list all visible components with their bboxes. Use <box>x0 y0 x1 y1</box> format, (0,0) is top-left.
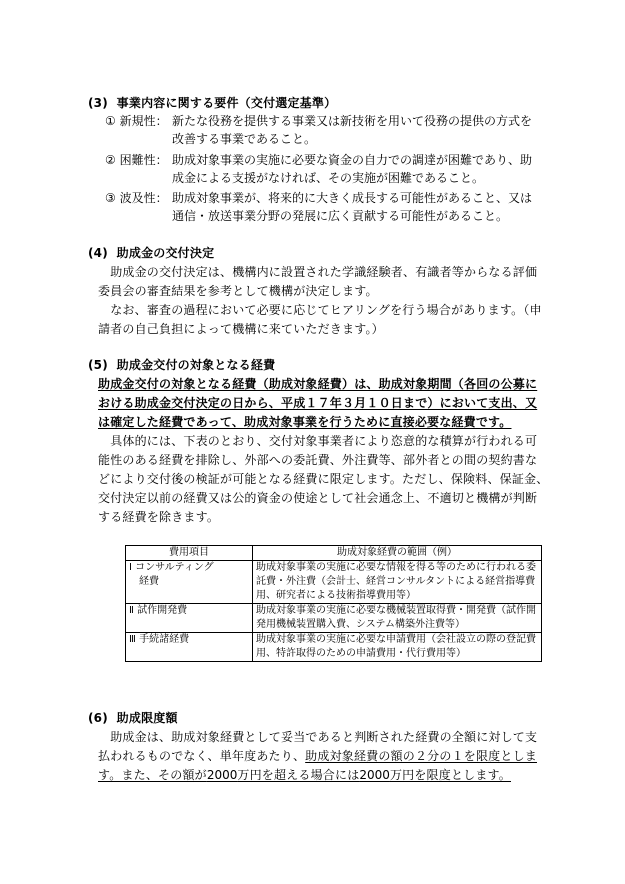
eligible-expenses-table <box>125 545 542 662</box>
table-cell-scope: 助成対象事業の実施に必要な申請費用（会社設立の際の登記費用、特許取得のための申請費用・代行費用等） <box>253 633 542 662</box>
criteria-label: ① 新規性： <box>105 114 168 128</box>
section-3-heading: (3) 事業内容に関する要件（交付選定基準） <box>88 96 337 110</box>
amount-number: 2000 <box>359 768 390 782</box>
emphasis-line: おける助成金交付決定の日から、平成１７年３月１０日まで）において支出、又 <box>98 396 538 410</box>
paragraph-line: 交付決定以前の経費又は公的資金の使途として社会通念上、不適切と機構が判断 <box>98 491 538 505</box>
underlined-text-run: 助成対象経費の額の２分の１を限度としま <box>305 749 537 763</box>
table-row <box>126 561 542 604</box>
table-row <box>126 604 542 633</box>
paragraph-line: 助成金の交付決定は、機構内に設置された学識経験者、有識者等からなる評価 <box>98 265 538 279</box>
underlined-text-run: 万円を限度とします。 <box>389 768 511 782</box>
section-4-heading: (4) 助成金の交付決定 <box>88 246 215 260</box>
criteria-text: 成金による支援がなければ、その実施が困難であること。 <box>172 171 485 185</box>
paragraph-line <box>98 767 511 783</box>
amount-number: 2000 <box>206 768 238 782</box>
table-header-item: 費用項目 <box>126 546 253 561</box>
emphasis-line: は確定した経費であって、助成対象事業を行うために直接必要な経費です。 <box>98 415 512 429</box>
paragraph-line: 助成金は、助成対象経費として妥当であると判断された経費の全額に対して支 <box>98 730 538 744</box>
criteria-text: 助成対象事業が、将来的に大きく成長する可能性があること、又は <box>172 191 533 205</box>
table-header-row <box>126 546 542 561</box>
table-header-scope: 助成対象経費の範囲（例） <box>253 546 542 561</box>
section-6-heading: (6) 助成限度額 <box>88 711 178 725</box>
criteria-label: ② 困難性： <box>105 153 168 167</box>
paragraph-line: 具体的には、下表のとおり、交付対象事業者により恣意的な積算が行われる可 <box>98 434 538 448</box>
criteria-text: 改善する事業であること。 <box>172 132 317 146</box>
underlined-text-run: 万円を超える場合には <box>237 768 360 782</box>
paragraph-line: どにより交付後の検証が可能となる経費に限定します。ただし、保険料、保証金、 <box>98 472 549 486</box>
table-cell-item: Ⅲ 手続諸経費 <box>126 633 253 662</box>
table-cell-item: Ⅰ コンサルティング 経費 <box>126 561 253 604</box>
text-run: 払われるものでなく、単年度あたり、 <box>98 749 306 763</box>
criteria-text: 助成対象事業の実施に必要な資金の自力での調達が困難であり、助 <box>172 153 533 167</box>
criteria-text: 新たな役務を提供する事業又は新技術を用いて役務の提供の方式を <box>172 114 533 128</box>
paragraph-line: 委員会の審査結果を参考として機構が決定します。 <box>98 284 378 298</box>
paragraph-line <box>98 748 537 764</box>
paragraph-line: なお、審査の過程において必要に応じてヒアリングを行う場合があります。（申 <box>98 303 542 317</box>
section-5-heading: (5) 助成金交付の対象となる経費 <box>88 358 276 372</box>
table-cell-scope: 助成対象事業の実施に必要な機械装置取得費・開発費（試作開発用機械装置購入費、システム構築外注費等） <box>253 604 542 633</box>
criteria-text: 通信・放送事業分野の発展に広く貢献する可能性があること。 <box>172 209 509 223</box>
underlined-text-run: す。また、その額が <box>98 768 207 782</box>
criteria-label: ③ 波及性： <box>105 191 168 205</box>
emphasis-line: 助成金交付の対象となる経費（助成対象経費）は、助成対象期間（各回の公募に <box>98 377 538 391</box>
table-cell-scope: 助成対象事業の実施に必要な情報を得る等のために行われる委託費・外注費（会計士、経営コンサルタントによる経営指導費用、研究者による技術指導費用等） <box>253 561 542 604</box>
table-row <box>126 633 542 662</box>
paragraph-line: 請者の自己負担によって機構に来ていただきます。） <box>98 322 384 336</box>
paragraph-line: 能性のある経費を排除し、外部への委託費、外注費等、部外者との間の契約書な <box>98 453 538 467</box>
paragraph-line: する経費を除きます。 <box>98 510 220 524</box>
table-cell-item: Ⅱ 試作開発費 <box>126 604 253 633</box>
